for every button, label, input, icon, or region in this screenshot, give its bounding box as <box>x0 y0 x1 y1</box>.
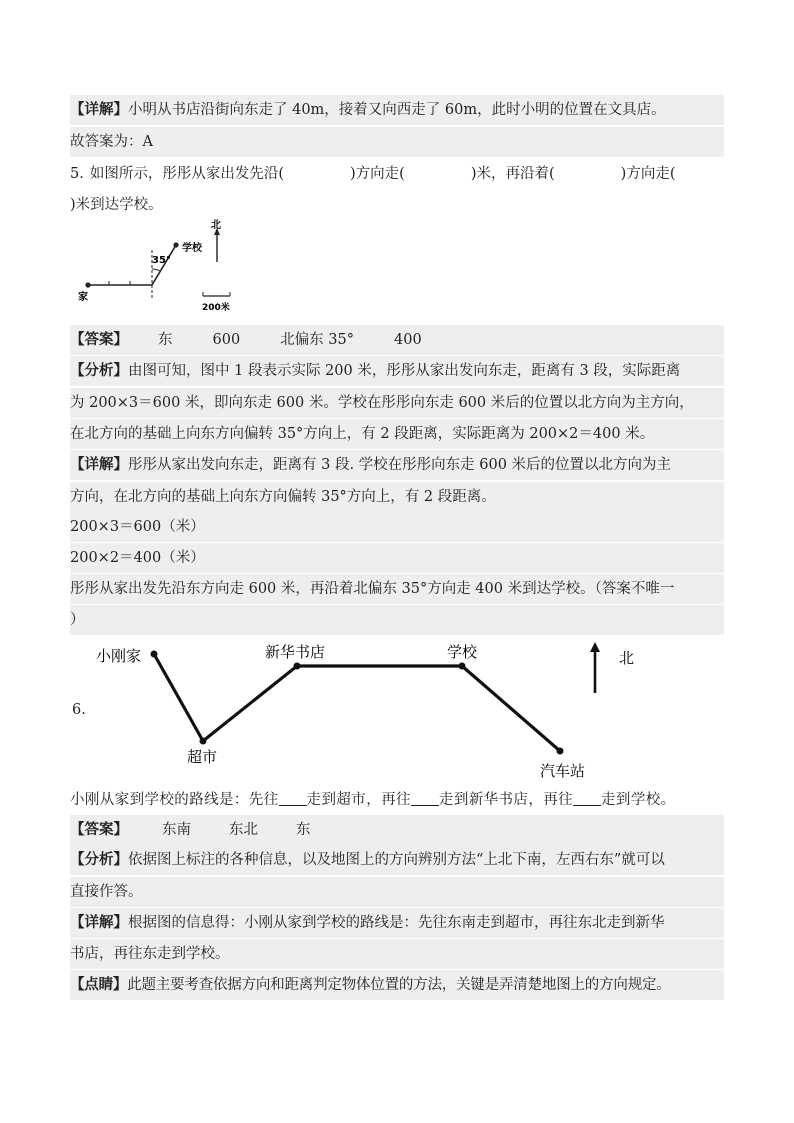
q4-detail-line <box>70 95 724 125</box>
q6-analysis-1: 依据图上标注的各种信息，以及地图上的方向辨别方法“上北下南，左西右东”就可以 <box>128 852 665 868</box>
q6-text-b: 走到超市，再往 <box>306 792 411 808</box>
q4-answer-line <box>70 127 724 157</box>
supermarket-label: 超市 <box>187 748 218 766</box>
q6-text-a: 小刚从家到学校的路线是：先往 <box>70 792 279 808</box>
q5-calc-1: 200×3＝600（米） <box>70 519 205 535</box>
detail-tag: 【详解】 <box>70 914 128 931</box>
q5-question-line-2 <box>70 190 724 220</box>
q5-answer-3: 北偏东 35° <box>280 332 354 348</box>
bookstore-label: 新华书店 <box>265 643 326 661</box>
angle-arc <box>152 269 160 271</box>
scale-label: 200米 <box>202 303 230 313</box>
q4-answer-text: 故答案为：A <box>70 134 153 150</box>
bookstore-point <box>294 663 301 670</box>
q5-text-1a: 如图所示，彤彤从家出发先沿( <box>89 166 284 182</box>
q5-analysis-3: 在北方向的基础上向东方向偏转 35°方向上，有 2 段距离，实际距离为 200×2＝400 米。 <box>70 426 655 442</box>
school-point <box>173 242 178 247</box>
north-label: 北 <box>211 220 221 231</box>
supermarket-point <box>200 738 207 745</box>
q6-analysis-2: 直接作答。 <box>70 884 143 900</box>
angle-label: 35° <box>152 255 171 266</box>
q6-analysis-line-2 <box>70 877 724 907</box>
answer-tag: 【答案】 <box>70 331 128 348</box>
q6-answer-line <box>70 815 724 845</box>
q6-point-text: 此题主要考查依据方向和距离判定物体位置的方法，关键是弄清楚地图上的方向规定。 <box>127 977 671 993</box>
q6-question-line <box>70 785 724 815</box>
q5-analysis-line-2 <box>70 388 724 418</box>
q5-text-2: )米到达学校。 <box>70 197 163 213</box>
q5-calc-line-2 <box>70 543 724 573</box>
north-label: 北 <box>619 649 635 667</box>
q5-direction-figure <box>70 218 240 318</box>
q5-question-line-1 <box>70 159 724 189</box>
q6-detail-line-2 <box>70 939 724 969</box>
q5-analysis-line-1 <box>70 356 724 386</box>
school-label: 学校 <box>182 243 202 254</box>
q5-calc-line-1 <box>70 512 724 542</box>
q4-detail-text: 小明从书店沿街向东走了 40m，接着又向西走了 60m，此时小明的位置在文具店。 <box>128 102 666 118</box>
q5-detail-line-1 <box>70 450 724 480</box>
q6-number: 6. <box>72 702 86 718</box>
q5-conclusion-line-1 <box>70 574 724 604</box>
q6-answer-2: 东北 <box>229 822 258 838</box>
q6-text-d: 走到学校。 <box>601 792 676 808</box>
q5-number: 5. <box>70 166 84 182</box>
q6-point-line <box>70 970 724 1000</box>
q5-answer-1: 东 <box>158 332 173 348</box>
q5-analysis-1: 由图可知，图中 1 段表示实际 200 米，彤彤从家出发向东走，距离有 3 段，实际距离 <box>128 363 681 379</box>
q5-conclusion-line-2 <box>70 605 724 635</box>
q6-detail-line-1 <box>70 908 724 938</box>
north-arrowhead-icon <box>590 642 600 652</box>
q6-detail-2: 书店，再往东走到学校。 <box>70 946 230 962</box>
home-point <box>85 282 90 287</box>
q6-answer-1: 东南 <box>162 822 191 838</box>
detail-tag: 【详解】 <box>70 101 128 118</box>
q6-detail-1: 根据图的信息得：小刚从家到学校的路线是：先往东南走到超市，再往东北走到新华 <box>128 915 665 931</box>
answer-tag: 【答案】 <box>70 821 128 838</box>
home-label: 小刚家 <box>96 647 142 665</box>
blank-underline <box>279 791 307 806</box>
home-label: 家 <box>78 292 88 303</box>
q5-calc-2: 200×2＝400（米） <box>70 550 205 566</box>
q5-answer-2: 600 <box>212 332 241 348</box>
school-point <box>459 663 466 670</box>
bus-station-label: 汽车站 <box>540 762 586 780</box>
analysis-tag: 【分析】 <box>70 362 128 379</box>
q5-text-1c: )米，再沿着( <box>470 166 555 182</box>
blank-underline <box>573 791 601 806</box>
q5-detail-1: 彤彤从家出发向东走，距离有 3 段. 学校在彤彤向东走 600 米后的位置以北方向为主 <box>128 457 672 473</box>
q5-detail-line-2 <box>70 482 724 512</box>
q5-answer-4: 400 <box>394 332 422 348</box>
q5-conclusion-2: ） <box>70 612 85 628</box>
q5-text-1b: )方向走( <box>350 166 405 182</box>
school-label: 学校 <box>447 643 478 661</box>
q6-text-c: 走到新华书店，再往 <box>438 792 574 808</box>
detail-tag: 【详解】 <box>70 456 128 473</box>
q5-detail-2: 方向，在北方向的基础上向东方向偏转 35°方向上，有 2 段距离。 <box>70 489 496 505</box>
blank-underline <box>411 791 439 806</box>
q6-route-map <box>88 636 648 784</box>
q5-analysis-2: 为 200×3＝600 米，即向东走 600 米。学校在彤彤向东走 600 米后的位置以北方向为主方向， <box>70 395 694 411</box>
q5-answer-line <box>70 325 724 355</box>
q6-answer-3: 东 <box>296 822 311 838</box>
q5-conclusion-1: 彤彤从家出发先沿东方向走 600 米，再沿着北偏东 35°方向走 400 米到达学校。（答案不唯一 <box>70 581 675 597</box>
q5-text-1d: )方向走( <box>620 166 676 182</box>
bus-station-point <box>557 748 564 755</box>
analysis-tag: 【分析】 <box>70 851 128 868</box>
route-line <box>154 654 560 751</box>
q6-analysis-line-1 <box>70 845 724 875</box>
q5-analysis-line-3 <box>70 419 724 449</box>
home-point <box>151 651 158 658</box>
point-tag: 【点睛】 <box>70 976 128 993</box>
